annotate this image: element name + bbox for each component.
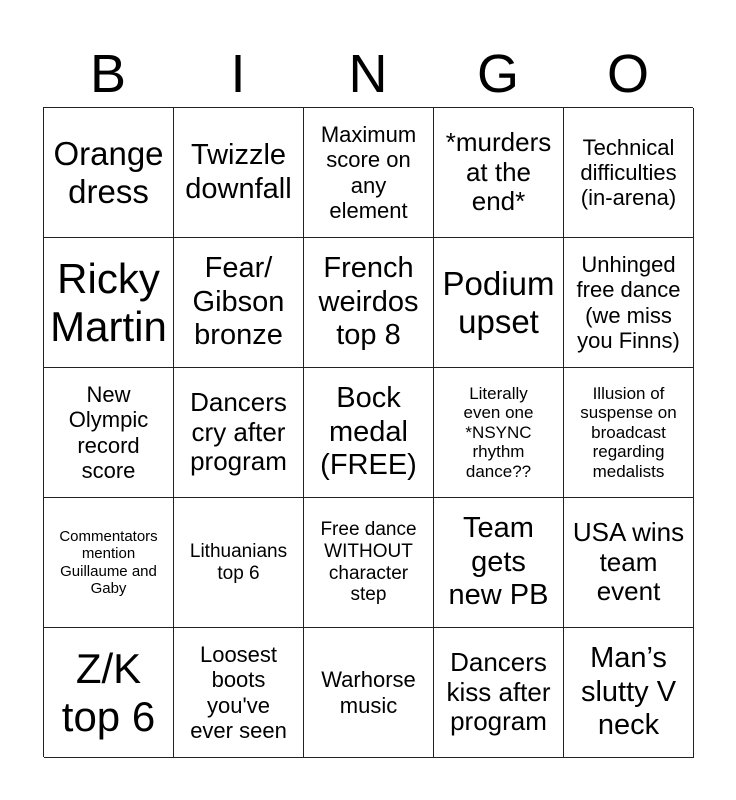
bingo-cell-text: Twizzle downfall — [185, 139, 292, 205]
bingo-cell-text: USA wins team event — [572, 516, 685, 607]
bingo-cell-text: Team gets new PB — [448, 512, 549, 612]
bingo-cell[interactable] — [174, 108, 304, 238]
bingo-cell[interactable] — [44, 628, 174, 758]
bingo-cell[interactable] — [304, 498, 434, 628]
header-letter-i: I — [230, 44, 246, 104]
bingo-cell-text: Dancers cry after program — [190, 386, 287, 477]
bingo-cell-text: Bock medal (FREE) — [320, 382, 417, 482]
bingo-cell-text: Free dance WITHOUT character step — [320, 518, 417, 606]
bingo-cell[interactable] — [174, 368, 304, 498]
header-letter-n: N — [348, 44, 388, 104]
bingo-cell[interactable] — [44, 368, 174, 498]
bingo-board — [43, 107, 693, 757]
bingo-cell-text: Dancers kiss after program — [446, 646, 551, 737]
bingo-cell[interactable] — [564, 368, 694, 498]
bingo-cell[interactable] — [174, 498, 304, 628]
bingo-cell[interactable] — [434, 238, 564, 368]
header-letter-b: B — [89, 44, 127, 104]
bingo-cell-text: Commentators mention Guillaume and Gaby — [59, 528, 158, 597]
bingo-cell-text: Man’s slutty V neck — [580, 642, 677, 742]
bingo-cell[interactable] — [44, 498, 174, 628]
bingo-cell-text: French weirdos top 8 — [318, 252, 419, 352]
bingo-cell[interactable] — [304, 628, 434, 758]
header-letter-o: O — [606, 44, 649, 104]
bingo-cell-text: Technical difficulties (in-arena) — [580, 134, 677, 211]
bingo-cell-text: Orange dress — [53, 134, 164, 210]
bingo-cell-text: Lithuanians top 6 — [189, 540, 288, 584]
bingo-cell[interactable] — [564, 238, 694, 368]
bingo-cell-text: Z/K top 6 — [61, 645, 156, 740]
bingo-cell[interactable] — [174, 238, 304, 368]
bingo-cell[interactable] — [434, 498, 564, 628]
bingo-cell-text: Unhinged free dance (we miss you Finns) — [576, 251, 681, 353]
bingo-cell[interactable] — [304, 368, 434, 498]
bingo-cell[interactable] — [564, 628, 694, 758]
header-letter-g: G — [476, 44, 519, 104]
bingo-cell[interactable] — [44, 108, 174, 238]
bingo-cell[interactable] — [174, 628, 304, 758]
bingo-cell[interactable] — [564, 108, 694, 238]
bingo-cell-text: Podium upset — [442, 264, 555, 340]
bingo-cell[interactable] — [434, 108, 564, 238]
bingo-cell[interactable] — [434, 368, 564, 498]
bingo-header — [43, 40, 693, 108]
bingo-cell-text: *murders at the end* — [445, 126, 552, 217]
bingo-cell-text: Fear/ Gibson bronze — [192, 252, 285, 352]
bingo-cell[interactable] — [304, 238, 434, 368]
bingo-cell-text: Ricky Martin — [50, 255, 167, 350]
bingo-cell[interactable] — [564, 498, 694, 628]
bingo-cell[interactable] — [304, 108, 434, 238]
bingo-cell-text: Illusion of suspense on broadcast regarding medalists — [580, 383, 677, 481]
bingo-cell-text: Literally even one *NSYNC rhythm dance?? — [463, 383, 534, 481]
bingo-cell-text: Warhorse music — [321, 667, 416, 718]
bingo-cell-text: Loosest boots you've ever seen — [190, 641, 287, 743]
bingo-cell-text: Maximum score on any element — [320, 121, 417, 223]
bingo-cell-text: New Olympic record score — [68, 381, 149, 483]
bingo-cell[interactable] — [44, 238, 174, 368]
bingo-cell[interactable] — [434, 628, 564, 758]
